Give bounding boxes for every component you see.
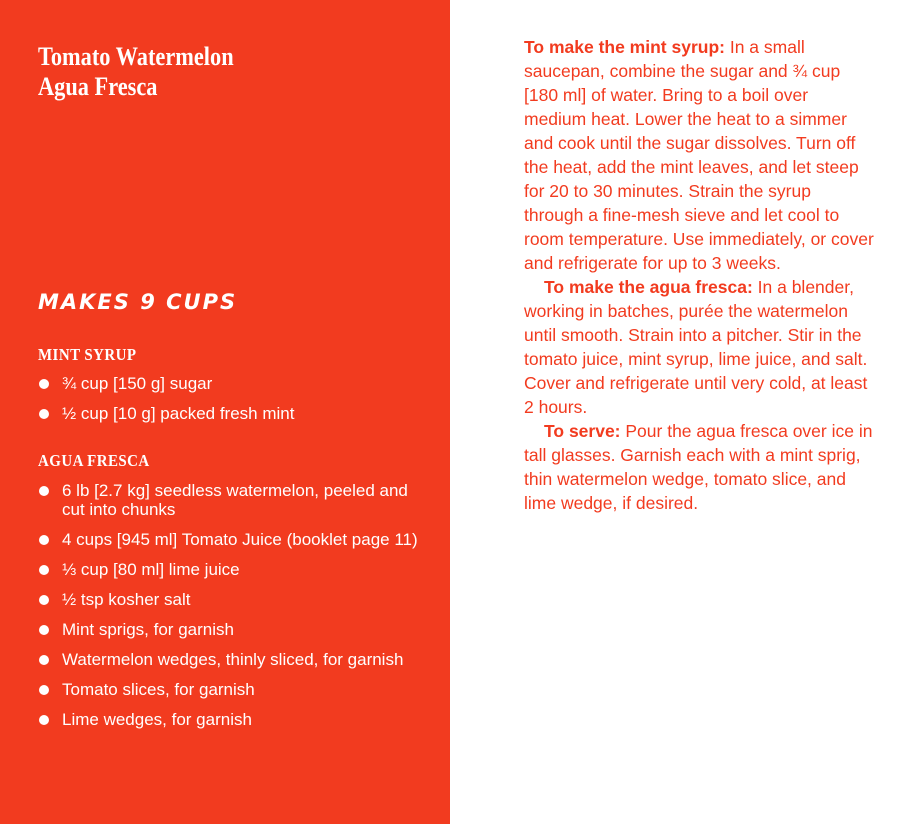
ingredient-item [38,404,418,423]
method-paragraph [524,419,874,515]
bullet-icon [39,715,49,725]
method-step-text: In a blender, working in batches, purée the watermelon until smooth. Strain into a pitcher. Stir in the tomato juice, mint syrup, lime juice, and salt. Cover and refrigerate until very cold, at least 2 hours. [524,277,868,417]
bullet-icon [39,409,49,419]
bullet-icon [39,379,49,389]
ingredient-text: Mint sprigs, for garnish [62,620,234,639]
ingredient-text: ½ cup [10 g] packed fresh mint [62,404,295,423]
method-panel [524,35,874,515]
method-paragraph [524,275,874,419]
ingredient-item [38,481,418,519]
ingredient-text: ⅓ cup [80 ml] lime juice [62,560,240,579]
ingredient-text: Lime wedges, for garnish [62,710,252,729]
ingredient-text: ½ tsp kosher salt [62,590,191,609]
bullet-icon [39,595,49,605]
ingredient-item [38,590,418,609]
bullet-icon [39,565,49,575]
method-paragraph [524,35,874,275]
ingredient-item [38,650,418,669]
bullet-icon [39,655,49,665]
ingredient-text: ¾ cup [150 g] sugar [62,374,213,393]
method-step-lead: To make the agua fresca: [544,277,753,297]
ingredient-list-agua-fresca [38,481,418,740]
ingredient-item [38,710,418,729]
method-step-lead: To serve: [544,421,621,441]
ingredient-text: Tomato slices, for garnish [62,680,255,699]
ingredient-item [38,530,418,549]
method-step-text: Pour the agua fresca over ice in tall glasses. Garnish each with a mint sprig, thin watermelon wedge, tomato slice, and lime wedge, if desired. [524,421,873,513]
ingredient-list-mint-syrup [38,374,418,434]
ingredient-text: 6 lb [2.7 kg] seedless watermelon, peeled and cut into chunks [62,481,408,519]
ingredient-text: 4 cups [945 ml] Tomato Juice (booklet page 11) [62,530,418,549]
bullet-icon [39,625,49,635]
recipe-title [38,42,365,102]
bullet-icon [39,486,49,496]
title-line-2: Agua Fresca [38,72,158,101]
ingredient-item [38,680,418,699]
method-step-lead: To make the mint syrup: [524,37,725,57]
ingredient-text: Watermelon wedges, thinly sliced, for garnish [62,650,404,669]
section-heading-agua-fresca: AGUA FRESCA [38,451,150,470]
method-step-text: In a small saucepan, combine the sugar and ¾ cup [180 ml] of water. Bring to a boil over medium heat. Lower the heat to a simmer and cook until the sugar dissolves. Turn off the heat, add the mint leaves, and let steep for 20 to 30 minutes. Strain the syrup through a fine-mesh sieve and let cool to room temperature. Use immediately, or cover and refrigerate for up to 3 weeks. [524,37,874,273]
title-line-1: Tomato Watermelon [38,42,234,71]
ingredient-item [38,560,418,579]
section-heading-mint-syrup: MINT SYRUP [38,345,137,364]
recipe-yield: MAKES 9 CUPS [38,290,238,314]
bullet-icon [39,685,49,695]
bullet-icon [39,535,49,545]
ingredient-item [38,374,418,393]
ingredient-item [38,620,418,639]
